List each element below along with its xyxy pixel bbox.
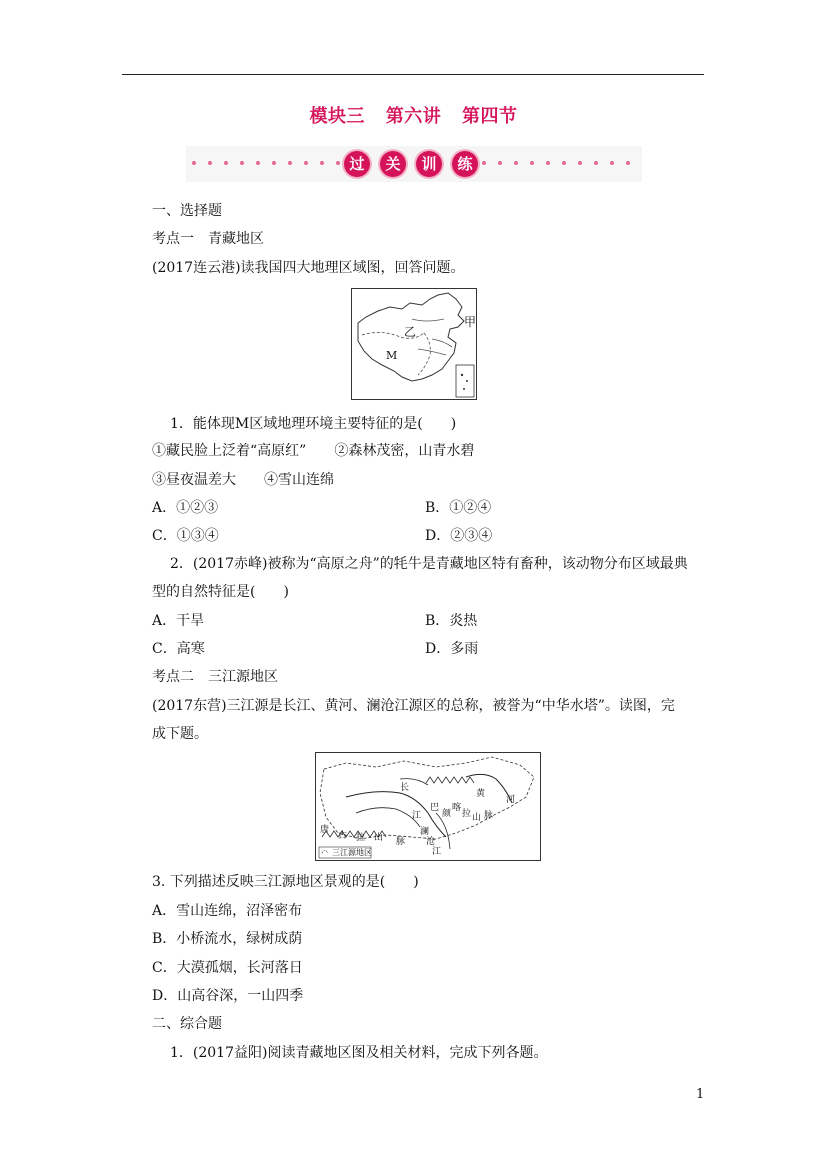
- map2-legend: 三江源地区: [332, 848, 372, 857]
- banner-dots-right: [482, 161, 642, 167]
- q2-option-a: A．干旱: [152, 613, 205, 629]
- q2-stem-line2: 型的自然特征是( ): [152, 584, 289, 600]
- q1-option-c: C．①③④: [152, 528, 219, 544]
- comprehensive-q1-stem: 1．(2017益阳)阅读青藏地区图及相关材料，完成下列各题。: [170, 1045, 548, 1061]
- map2-cang: 沧: [426, 837, 436, 847]
- map1-label-m: M: [386, 349, 398, 362]
- map2-la2: 拉: [462, 809, 472, 819]
- map2-ka: 喀: [452, 803, 462, 813]
- map2-shan1: 山: [374, 833, 384, 843]
- map2-he: 河: [506, 795, 516, 805]
- q3-stem: 3. 下列描述反映三江源地区景观的是( ): [152, 874, 419, 890]
- map2-chang: 长: [400, 783, 410, 793]
- map2-huang: 黄: [476, 789, 486, 799]
- q3-option-b: B．小桥流水，绿树成荫: [152, 931, 303, 947]
- q2-option-c: C．高寒: [152, 641, 205, 657]
- badge-guo: 过: [344, 151, 370, 177]
- badge-xun: 训: [416, 151, 442, 177]
- map2-tang: 唐: [320, 825, 330, 835]
- china-outline-icon: [352, 289, 476, 399]
- header-rule: [122, 74, 704, 75]
- q3-option-a: A．雪山连绵，沼泽密布: [152, 903, 303, 919]
- section-comprehensive-heading: 二、综合题: [152, 1016, 222, 1032]
- map1-label-jia: 甲: [464, 315, 477, 329]
- point2-heading: 考点二 三江源地区: [152, 669, 278, 685]
- practice-banner: [186, 146, 642, 182]
- q1-stem: 1．能体现M区域地理环境主要特征的是( ): [170, 416, 457, 432]
- page-number: 1: [696, 1087, 705, 1102]
- banner-dots-left: [192, 161, 352, 167]
- point1-heading: 考点一 青藏地区: [152, 231, 264, 247]
- q1-statements-1: ①藏民脸上泛着“高原红” ②森林茂密，山青水碧: [152, 443, 475, 459]
- map2-mai1: 脉: [396, 837, 406, 847]
- q1-statements-2: ③昼夜温差大 ④雪山连绵: [152, 472, 334, 488]
- title-module: 模块三: [309, 106, 365, 127]
- map2-lan: 澜: [420, 827, 430, 837]
- map1-label-yi: 乙: [404, 325, 417, 339]
- q3-option-c: C．大漠孤烟，长河落日: [152, 960, 303, 976]
- q2-option-b: B．炎热: [425, 613, 478, 629]
- intro1: (2017连云港)读我国四大地理区域图，回答问题。: [152, 260, 465, 276]
- q1-option-b: B．①②④: [425, 500, 492, 516]
- sanjiangyuan-map: [315, 752, 541, 861]
- q3-option-d: D．山高谷深，一山四季: [152, 988, 304, 1004]
- map2-yan: 颜: [442, 809, 452, 819]
- q1-option-d: D．②③④: [425, 528, 493, 544]
- q1-option-a: A．①②③: [152, 500, 219, 516]
- q2-option-d: D．多雨: [425, 641, 479, 657]
- map2-ba: 巴: [430, 803, 440, 813]
- map2-la: 拉: [356, 833, 366, 843]
- badge-guan: 关: [380, 151, 406, 177]
- map2-jiang2: 江: [432, 847, 442, 857]
- q2-stem-line1: 2．(2017赤峰)被称为“高原之舟”的牦牛是青藏地区特有畜种，该动物分布区域最典: [170, 556, 688, 572]
- intro2-line2: 成下题。: [152, 726, 208, 742]
- map2-shan2: 山: [472, 813, 482, 823]
- section-choice-heading: 一、选择题: [152, 203, 222, 219]
- badge-lian: 练: [452, 151, 478, 177]
- title-lecture: 第六讲: [385, 106, 442, 127]
- map2-jiang1: 江: [412, 811, 422, 821]
- intro2-line1: (2017东营)三江源是长江、黄河、澜沧江源区的总称，被誉为“中华水塔”。读图，完: [152, 698, 675, 714]
- china-regions-map: [351, 288, 477, 400]
- title-section: 第四节: [462, 106, 518, 127]
- map2-gu: 古: [338, 831, 348, 841]
- map2-mai2: 脉: [484, 811, 494, 821]
- page-title: [0, 102, 827, 128]
- banner-badges: [344, 151, 488, 177]
